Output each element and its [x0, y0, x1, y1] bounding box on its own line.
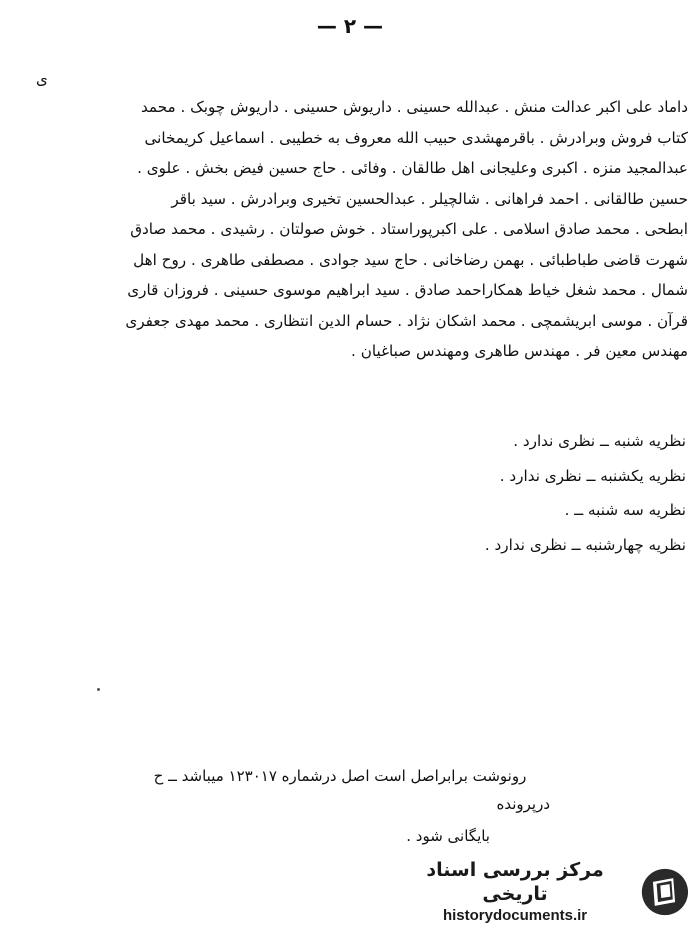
- body-line: حسین طالقانی . احمد فراهانی . شالچیلر . عبدالحسین تخیری وبرادرش . سید باقر: [171, 189, 688, 208]
- body-line: ابطحی . محمد صادق اسلامی . علی اکبرپوراستاد . خوش صولتان . رشیدی . محمد صادق: [130, 220, 688, 238]
- page-number: — ۲ —: [316, 14, 384, 38]
- margin-mark: ی: [36, 70, 48, 88]
- daily-opinions: [286, 424, 686, 562]
- archive-logo-icon: [640, 865, 690, 919]
- watermark-title: مرکز بررسی اسناد تاریخی: [426, 859, 604, 905]
- footer-row: [130, 790, 550, 818]
- file-label: درپرونده: [496, 795, 550, 813]
- archive-label: بایگانی شود .: [406, 827, 490, 845]
- body-line: داماد علی اکبر عدالت منش . عبدالله حسینی . داریوش حسینی . داریوش چوبک . محمد: [140, 98, 688, 116]
- watermark-text: [400, 858, 630, 926]
- archive-watermark: [400, 859, 690, 924]
- copy-note: رونوشت برابراصل است اصل درشماره ۱۲۳۰۱۷ میباشد ــ ح: [153, 767, 527, 785]
- opinion-tuesday: نظریه سه شنبه ــ .: [564, 501, 686, 519]
- opinion-sunday: نظریه یکشنبه ــ نظری ندارد .: [499, 466, 686, 485]
- body-line: مهندس معین فر . مهندس طاهری ومهندس صباغیان .: [351, 342, 688, 360]
- body-line: شهرت قاضی طباطبائی . بهمن رضاخانی . حاج سید جوادی . مصطفی طاهری . روح اهل: [133, 250, 688, 269]
- opinion-wednesday: نظریه چهارشنبه ــ نظری ندارد .: [484, 535, 686, 554]
- body-line: کتاب فروش وبرادرش . باقرمهشدی حبیب الله معروف به خطیبی . اسماعیل کریمخانی: [144, 128, 688, 147]
- copy-certification: [60, 762, 620, 850]
- footer-row-archive: [190, 822, 490, 850]
- body-line: شمال . محمد شغل خیاط همکاراحمد صادق . سید ابراهیم موسوی حسینی . فروزان قاری: [127, 281, 688, 299]
- watermark-url: historydocuments.ir: [442, 907, 588, 924]
- name-list-paragraph: [28, 92, 688, 367]
- body-line: عبدالمجید منزه . اکبری وعلیجانی اهل طالقان . وفائی . حاج حسین فیض بخش . علوی .: [137, 159, 688, 177]
- paper-speck: [97, 688, 100, 691]
- body-line: قرآن . موسی ابریشمچی . محمد اشکان نژاد . حسام الدین انتظاری . محمد مهدی جعفری: [125, 311, 688, 330]
- opinion-saturday: نظریه شنبه ــ نظری ندارد .: [513, 432, 686, 450]
